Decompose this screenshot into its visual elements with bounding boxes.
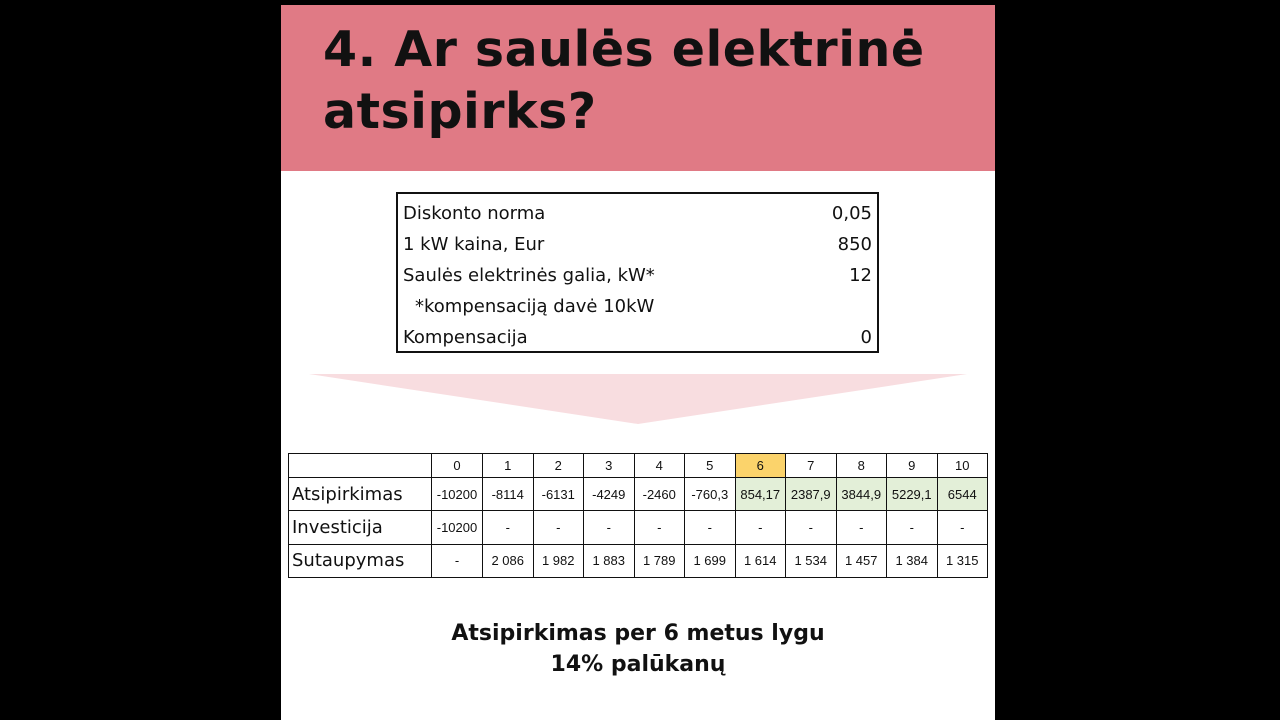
year-header-cell: 1: [483, 454, 534, 478]
param-row-plant-power: [403, 260, 872, 291]
table-cell: 1 534: [786, 544, 837, 577]
param-value: 0: [860, 327, 872, 348]
table-cell: 1 315: [937, 544, 988, 577]
table-cell: 1 457: [836, 544, 887, 577]
year-header-cell: 2: [533, 454, 584, 478]
param-row-compensation: [403, 322, 872, 353]
table-cell: 1 883: [584, 544, 635, 577]
row-label: Atsipirkimas: [289, 478, 432, 511]
param-note-row: [403, 291, 872, 322]
table-cell: 1 982: [533, 544, 584, 577]
slide-title: [323, 19, 983, 143]
payback-table-wrapper: [288, 453, 988, 578]
conclusion-line-2: 14% palūkanų: [550, 652, 726, 677]
table-header-row: [289, 454, 988, 478]
table-cell: -: [432, 544, 483, 577]
arrow-shape: [309, 374, 967, 424]
param-row-discount-rate: [403, 198, 872, 229]
payback-table-body: [289, 454, 988, 578]
table-cell: 2 086: [483, 544, 534, 577]
table-cell: -10200: [432, 511, 483, 544]
conclusion-line-1: Atsipirkimas per 6 metus lygu: [451, 621, 825, 646]
table-row-payback: [289, 478, 988, 511]
table-cell: 1 699: [685, 544, 736, 577]
year-header-cell: 10: [937, 454, 988, 478]
year-header-cell: 0: [432, 454, 483, 478]
year-header-cell: 8: [836, 454, 887, 478]
table-cell: 1 614: [735, 544, 786, 577]
table-cell: -6131: [533, 478, 584, 511]
title-line-2: atsipirks?: [323, 83, 597, 140]
param-value: 12: [849, 265, 872, 286]
table-cell: -: [533, 511, 584, 544]
table-cell-positive: 3844,9: [836, 478, 887, 511]
down-arrow-icon: [309, 374, 967, 424]
table-cell: -4249: [584, 478, 635, 511]
table-cell: -8114: [483, 478, 534, 511]
table-cell: -760,3: [685, 478, 736, 511]
param-value: 850: [837, 234, 872, 255]
table-cell: -: [836, 511, 887, 544]
table-cell: -: [584, 511, 635, 544]
year-header-cell-highlighted: 6: [735, 454, 786, 478]
table-cell: 1 789: [634, 544, 685, 577]
payback-table: [288, 453, 988, 578]
table-cell: -10200: [432, 478, 483, 511]
param-label: 1 kW kaina, Eur: [403, 234, 545, 255]
table-cell-positive: 5229,1: [887, 478, 938, 511]
table-cell: -: [735, 511, 786, 544]
param-label: Diskonto norma: [403, 203, 546, 224]
table-cell-positive: 2387,9: [786, 478, 837, 511]
row-label: Sutaupymas: [289, 544, 432, 577]
parameters-box: [396, 192, 879, 353]
table-cell: -: [937, 511, 988, 544]
table-cell: -: [685, 511, 736, 544]
param-value: 0,05: [831, 203, 872, 224]
table-cell: -2460: [634, 478, 685, 511]
table-cell: -: [483, 511, 534, 544]
table-row-savings: [289, 544, 988, 577]
slide: [281, 5, 995, 720]
year-header-cell: 3: [584, 454, 635, 478]
table-row-investment: [289, 511, 988, 544]
table-cell: 1 384: [887, 544, 938, 577]
table-cell: -: [887, 511, 938, 544]
param-label: Kompensacija: [403, 327, 528, 348]
year-header-cell: 7: [786, 454, 837, 478]
param-label: Saulės elektrinės galia, kW*: [403, 265, 655, 286]
table-cell-positive: 6544: [937, 478, 988, 511]
table-corner-cell: [289, 454, 432, 478]
row-label: Investicija: [289, 511, 432, 544]
title-banner: [281, 5, 995, 171]
year-header-cell: 4: [634, 454, 685, 478]
param-row-kw-price: [403, 229, 872, 260]
table-cell: -: [634, 511, 685, 544]
table-cell: -: [786, 511, 837, 544]
table-cell-positive: 854,17: [735, 478, 786, 511]
year-header-cell: 9: [887, 454, 938, 478]
year-header-cell: 5: [685, 454, 736, 478]
param-note: *kompensaciją davė 10kW: [415, 296, 655, 317]
title-line-1: 4. Ar saulės elektrinė: [323, 21, 925, 78]
conclusion-text: [281, 618, 995, 680]
